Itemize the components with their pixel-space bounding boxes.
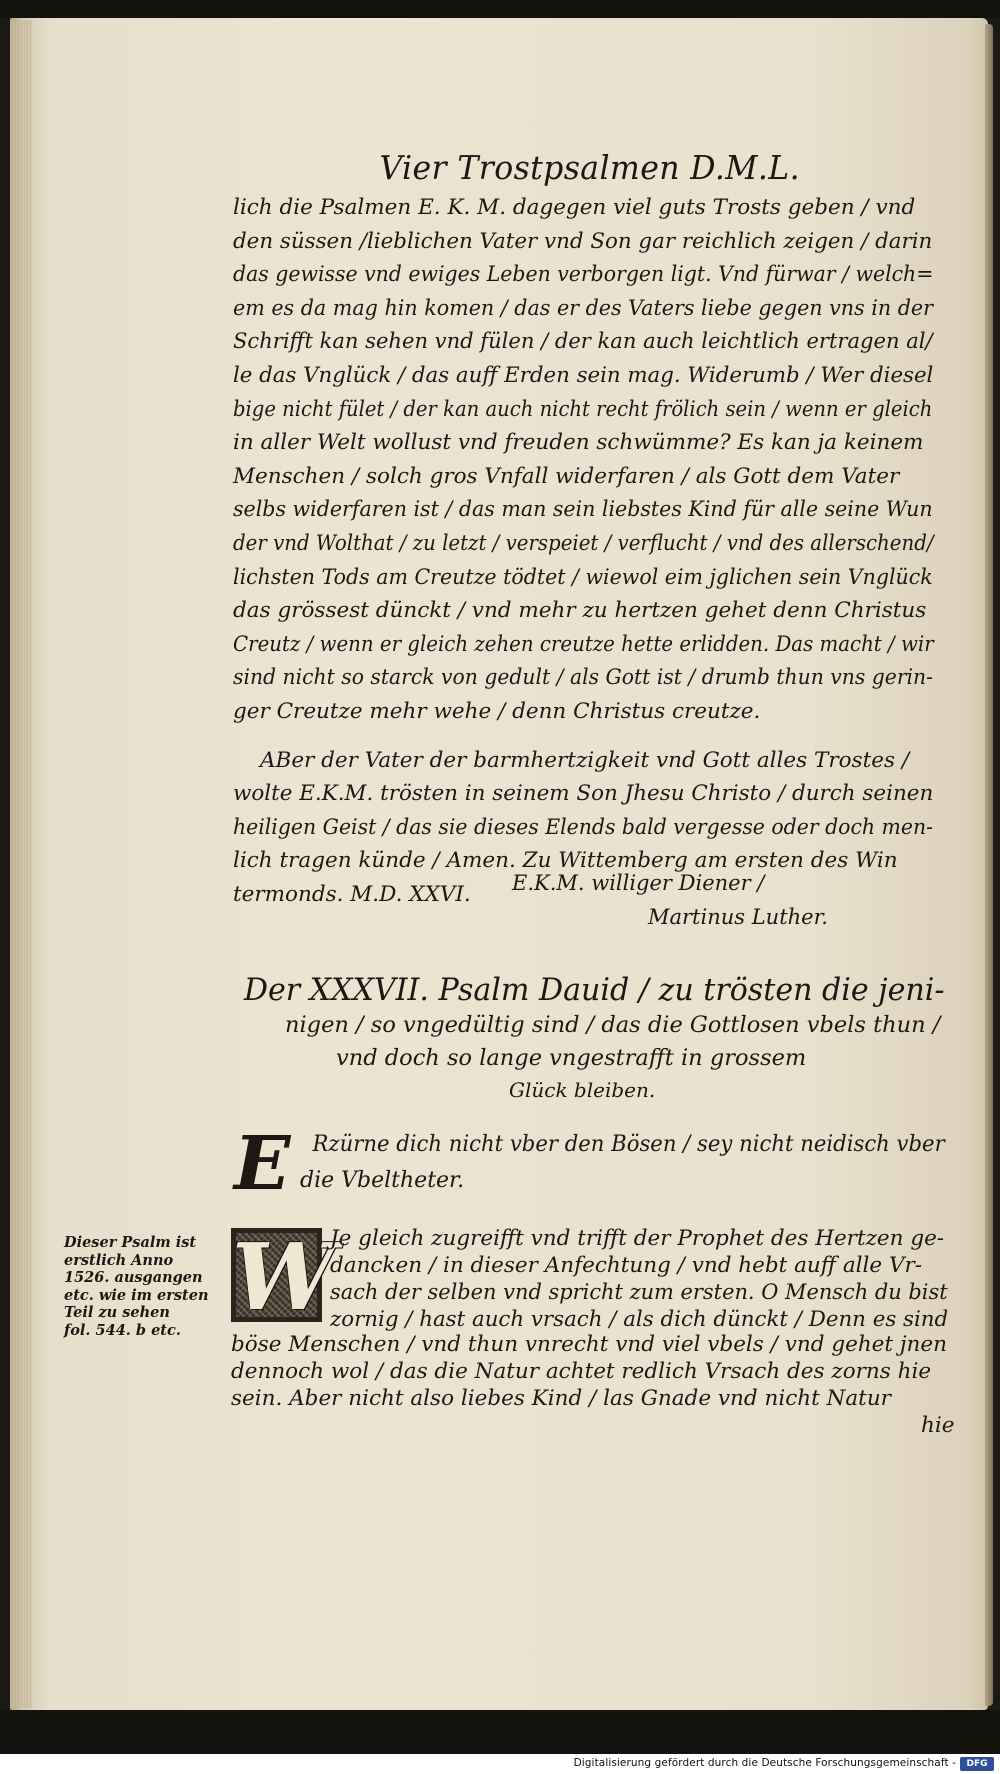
body-line: das grössest dünckt / vnd mehr zu hertzen gehet denn Christus [233, 598, 927, 624]
body-line: lichsten Tods am Creutze tödtet / wiewol eim jglichen sein Vnglück [233, 564, 933, 590]
dfg-logo: DFG [960, 1757, 994, 1771]
body-line: lich die Psalmen E. K. M. dagegen viel guts Trosts geben / vnd [233, 195, 916, 220]
psalm-heading-line-3: vnd doch so lange vngestrafft in grossem [336, 1045, 807, 1071]
commentary-line: sach der selben vnd spricht zum ersten. O Mensch du bist [330, 1280, 948, 1305]
body-line: in aller Welt wollust vnd freuden schwümme? Es kan ja keinem [233, 430, 924, 456]
margin-note-line: fol. 544. b etc. [64, 1321, 181, 1339]
commentary-line: böse Menschen / vnd thun vnrecht vnd viel vbels / vnd gehet jnen [231, 1332, 947, 1357]
commentary-line: zornig / hast auch vrsach / als dich dünckt / Denn es sind [330, 1307, 949, 1332]
psalm-heading-line-2: nigen / so vngedültig sind / das die Gottlosen vbels thun / [285, 1012, 941, 1038]
body-line: le das Vnglück / das auff Erden sein mag. Widerumb / Wer diesel [233, 363, 934, 388]
verse-line-2: die Vbeltheter. [300, 1168, 465, 1193]
commentary-line: dennoch wol / das die Natur achtet redlich Vrsach des zorns hie [231, 1359, 932, 1384]
body-line: bige nicht fület / der kan auch nicht recht frölich sein / wenn er gleich [233, 396, 933, 422]
verse-line-1: Rzürne dich nicht vber den Bösen / sey nicht neidisch vber [312, 1132, 945, 1157]
woodcut-initial [231, 1223, 336, 1331]
woodcut-initial-letter: W [232, 1223, 336, 1331]
psalm-heading-line-4: Glück bleiben. [509, 1078, 656, 1102]
body-line: Menschen / solch gros Vnfall widerfaren / als Gott dem Vater [233, 463, 900, 489]
scan-top-border [0, 0, 1000, 18]
signature-line-1: E.K.M. williger Diener / [512, 871, 765, 895]
margin-note-line: etc. wie im ersten [64, 1286, 209, 1304]
body-line: Schrifft kan sehen vnd fülen / der kan auch leichtlich ertragen al/ [233, 329, 933, 355]
commentary-line: hie [921, 1413, 955, 1438]
page-edge [985, 24, 993, 1706]
margin-note-line: 1526. ausgangen [64, 1269, 203, 1286]
body-line: Creutz / wenn er gleich zehen creutze hette erlidden. Das macht / wir [233, 631, 934, 657]
commentary-line: Je gleich zugreifft vnd trifft der Prophet des Hertzen ge- [330, 1226, 945, 1251]
footer-credit: Digitalisierung gefördert durch die Deutsche Forschungsgemeinschaft - [573, 1757, 956, 1769]
scan-bottom-border [0, 1710, 1000, 1754]
footer-bar [0, 1754, 1000, 1774]
margin-note-line: Teil zu sehen [64, 1304, 170, 1321]
body-line: der vnd Wolthat / zu letzt / verspeiet / verflucht / vnd des allerschend/ [233, 531, 934, 556]
commentary-line: dancken / in dieser Anfechtung / vnd hebt auff alle Vr- [330, 1253, 923, 1278]
commentary-line: sein. Aber nicht also liebes Kind / las Gnade vnd nicht Natur [231, 1386, 891, 1411]
body-line: ger Creutze mehr wehe / denn Christus creutze. [233, 699, 761, 724]
body-line: selbs widerfaren ist / das man sein liebstes Kind für alle seine Wun [233, 497, 933, 523]
running-head: Vier Trostpsalmen D.M.L. [379, 148, 800, 187]
body-line: den süssen /lieblichen Vater vnd Son gar reichlich zeigen / darin [233, 228, 933, 254]
margin-note-line: Dieser Psalm ist [64, 1234, 197, 1251]
body-line: sind nicht so starck von gedult / als Gott ist / drumb thun vns gerin- [233, 665, 934, 691]
body-line: wolte E.K.M. trösten in seinem Son Jhesu Christo / durch seinen [233, 781, 934, 807]
body-line: lich tragen künde / Amen. Zu Wittemberg am ersten des Win [233, 848, 898, 874]
body-line: ABer der Vater der barmhertzigkeit vnd Gott alles Trostes / [260, 747, 910, 773]
body-line: das gewisse vnd ewiges Leben verborgen ligt. Vnd fürwar / welch= [233, 262, 934, 288]
verse-initial-letter: E [234, 1121, 291, 1207]
page-gutter [10, 20, 32, 1708]
body-line: termonds. M.D. XXVI. [233, 882, 471, 907]
psalm-heading-line-1: Der XXXVII. Psalm Dauid / zu trösten die jeni- [243, 972, 945, 1008]
body-line: em es da mag hin komen / das er des Vaters liebe gegen vns in der [233, 295, 933, 321]
signature-line-2: Martinus Luther. [648, 905, 828, 929]
body-line: heiligen Geist / das sie dieses Elends bald vergesse oder doch men- [233, 814, 934, 840]
margin-note-line: erstlich Anno [64, 1251, 174, 1269]
